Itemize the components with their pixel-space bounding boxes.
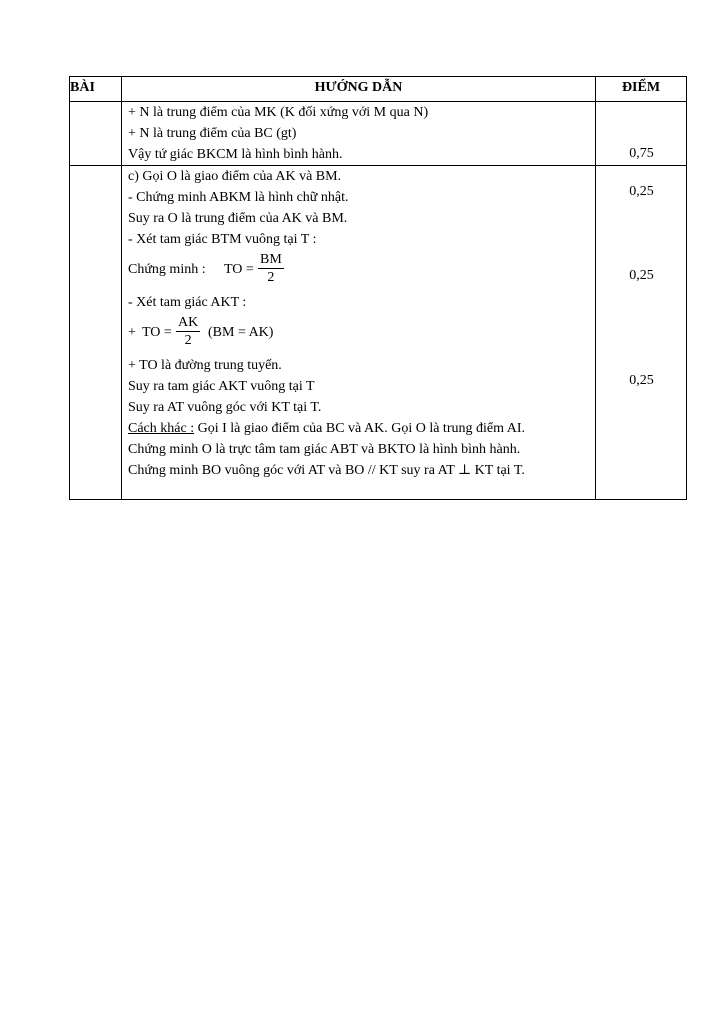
score-value: 0,25 xyxy=(629,373,654,388)
fraction-numerator: AK xyxy=(178,315,199,330)
score-value: 0,25 xyxy=(629,184,654,199)
table-row xyxy=(70,102,687,166)
fraction xyxy=(176,314,200,349)
formula-line xyxy=(128,250,589,292)
alt-method-text: Gọi I là giao điểm của BC và AK. Gọi O là trung điểm AI. xyxy=(194,421,525,436)
guide-line: + N là trung điểm của BC (gt) xyxy=(128,126,297,141)
header-bai: BÀI xyxy=(70,77,122,102)
guide-line: Chứng minh BO vuông góc với AT và BO // KT suy ra AT ⊥ KT tại T. xyxy=(128,463,525,478)
guide-line: Chứng minh O là trực tâm tam giác ABT và BKTO là hình bình hành. xyxy=(128,442,521,457)
header-huong-dan: HƯỚNG DẪN xyxy=(122,77,596,102)
guide-line: c) Gọi O là giao điểm của AK và BM. xyxy=(128,169,342,184)
guide-line: Suy ra AT vuông góc với KT tại T. xyxy=(128,400,322,415)
bai-cell xyxy=(70,166,122,500)
guide-line xyxy=(128,418,589,439)
score-cell xyxy=(596,102,687,166)
formula-lhs: TO = xyxy=(224,262,254,277)
guide-line: Vậy tứ giác BKCM là hình bình hành. xyxy=(128,147,343,162)
guide-line: - Chứng minh ABKM là hình chữ nhật. xyxy=(128,190,349,205)
guide-cell xyxy=(122,102,596,166)
formula-line xyxy=(128,313,589,355)
header-diem: ĐIỂM xyxy=(596,77,687,102)
table-row xyxy=(70,166,687,500)
alt-method-label: Cách khác : xyxy=(128,421,195,436)
formula-lhs: TO = xyxy=(142,325,172,340)
bai-cell xyxy=(70,102,122,166)
guide-line: - Xét tam giác BTM vuông tại T : xyxy=(128,232,317,247)
guide-line: - Xét tam giác AKT : xyxy=(128,295,247,310)
guide-cell xyxy=(122,166,596,500)
score-value: 0,75 xyxy=(629,146,654,161)
guide-line: + TO là đường trung tuyến. xyxy=(128,358,282,373)
guide-line: Suy ra tam giác AKT vuông tại T xyxy=(128,379,315,394)
score-cell xyxy=(596,166,687,500)
grading-table xyxy=(69,76,687,500)
guide-line: + N là trung điểm của MK (K đối xứng với M qua N) xyxy=(128,105,429,120)
fraction-denominator: 2 xyxy=(184,333,192,348)
formula-label: + xyxy=(128,325,136,340)
formula-label: Chứng minh : xyxy=(128,262,206,277)
fraction-numerator: BM xyxy=(260,252,282,267)
fraction-denominator: 2 xyxy=(267,270,275,285)
score-value: 0,25 xyxy=(629,268,654,283)
formula-note: (BM = AK) xyxy=(208,325,274,340)
guide-line: Suy ra O là trung điểm của AK và BM. xyxy=(128,211,348,226)
fraction xyxy=(258,251,284,286)
header-row xyxy=(70,77,687,102)
